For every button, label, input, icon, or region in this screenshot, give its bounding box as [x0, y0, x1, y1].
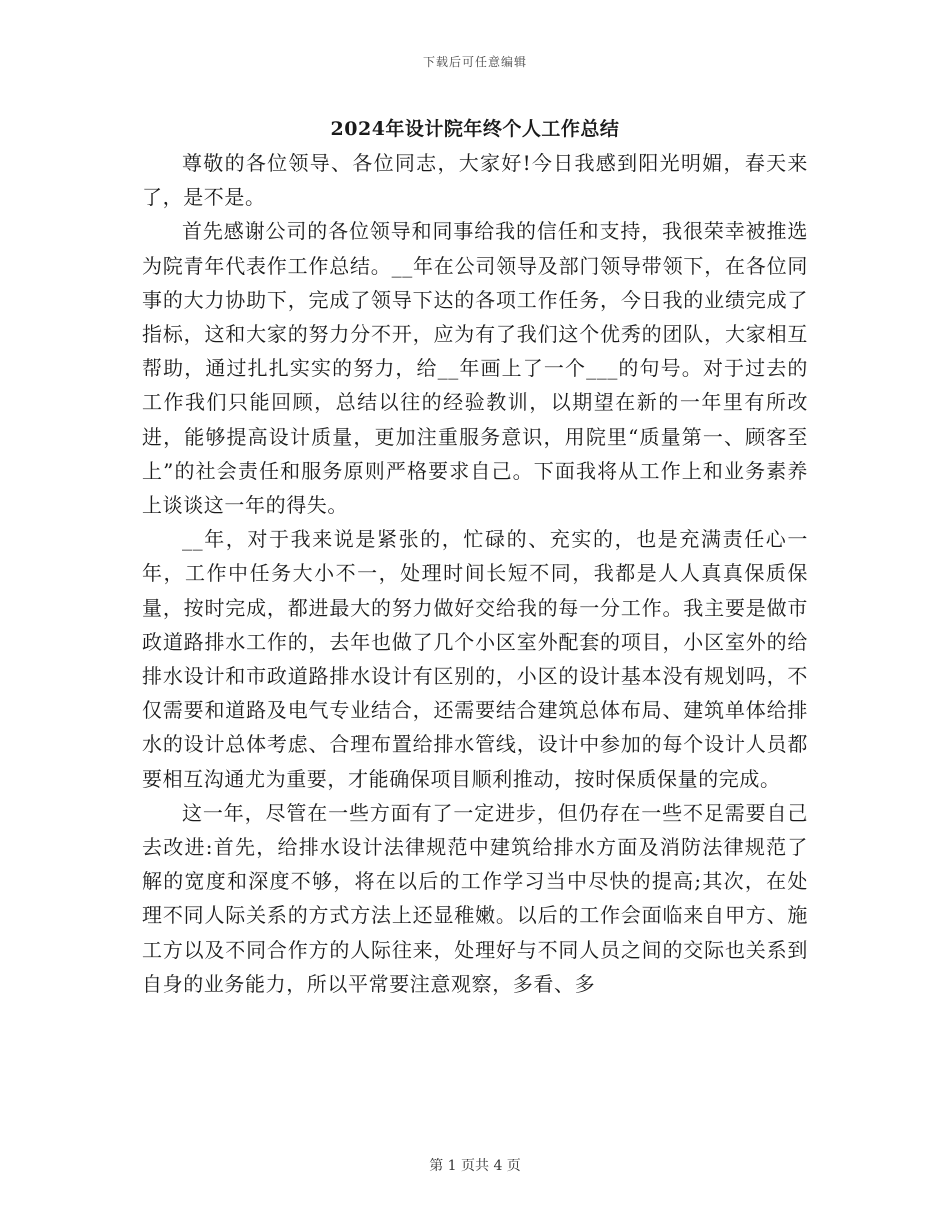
document-body [142, 146, 808, 1001]
header-note: 下载后可任意编辑 [422, 55, 527, 69]
paragraph-improvement: 这一年，尽管在一些方面有了一定进步，但仍存在一些不足需要自己去改进:首先，给排水设计法律规范中建筑给排水方面及消防法律规范了解的宽度和深度不够，将在以后的工作学习当中尽快的提高;其次，在处理不同人际关系的方式方法上还显稚嫩。以后的工作会面临来自甲方、施工方以及不同合作方的人际往来，处理好与不同人员之间的交际也关系到自身的业务能力，所以平常要注意观察，多看、多 [142, 800, 808, 996]
paragraph-thanks: 首先感谢公司的各位领导和同事给我的信任和支持，我很荣幸被推选为院青年代表作工作总结。__年在公司领导及部门领导带领下，在各位同事的大力协助下，完成了领导下达的各项工作任务，今日我的业绩完成了指标，这和大家的努力分不开，应为有了我们这个优秀的团队，大家相互帮助，通过扎扎实实的努力，给__年画上了一个___的句号。对于过去的工作我们只能回顾，总结以往的经验教训，以期望在新的一年里有所改进，能够提高设计质量，更加注重服务意识，用院里“质量第一、顾客至上”的社会责任和服务原则严格要求自己。下面我将从工作上和业务素养上谈谈这一年的得失。 [142, 219, 808, 518]
paragraph-work: __年，对于我来说是紧张的，忙碌的、充实的，也是充满责任心一年，工作中任务大小不一，处理时间长短不同，我都是人人真真保质保量，按时完成，都进最大的努力做好交给我的每一分工作。我主要是做市政道路排水工作的，去年也做了几个小区室外配套的项目，小区室外的给排水设计和市政道路排水设计有区别的，小区的设计基本没有规划吗，不仅需要和道路及电气专业结合，还需要结合建筑总体布局、建筑单体给排水的设计总体考虑、合理布置给排水管线，设计中参加的每个设计人员都要相互沟通尤为重要，才能确保项目顺利推动，按时保质保量的完成。 [142, 527, 808, 791]
paragraph-greeting: 尊敬的各位领导、各位同志，大家好!今日我感到阳光明媚，春天来了，是不是。 [142, 151, 808, 210]
document-title: 2024年设计院年终个人工作总结 [330, 118, 620, 140]
page-number: 第 1 页共 4 页 [429, 1158, 521, 1174]
